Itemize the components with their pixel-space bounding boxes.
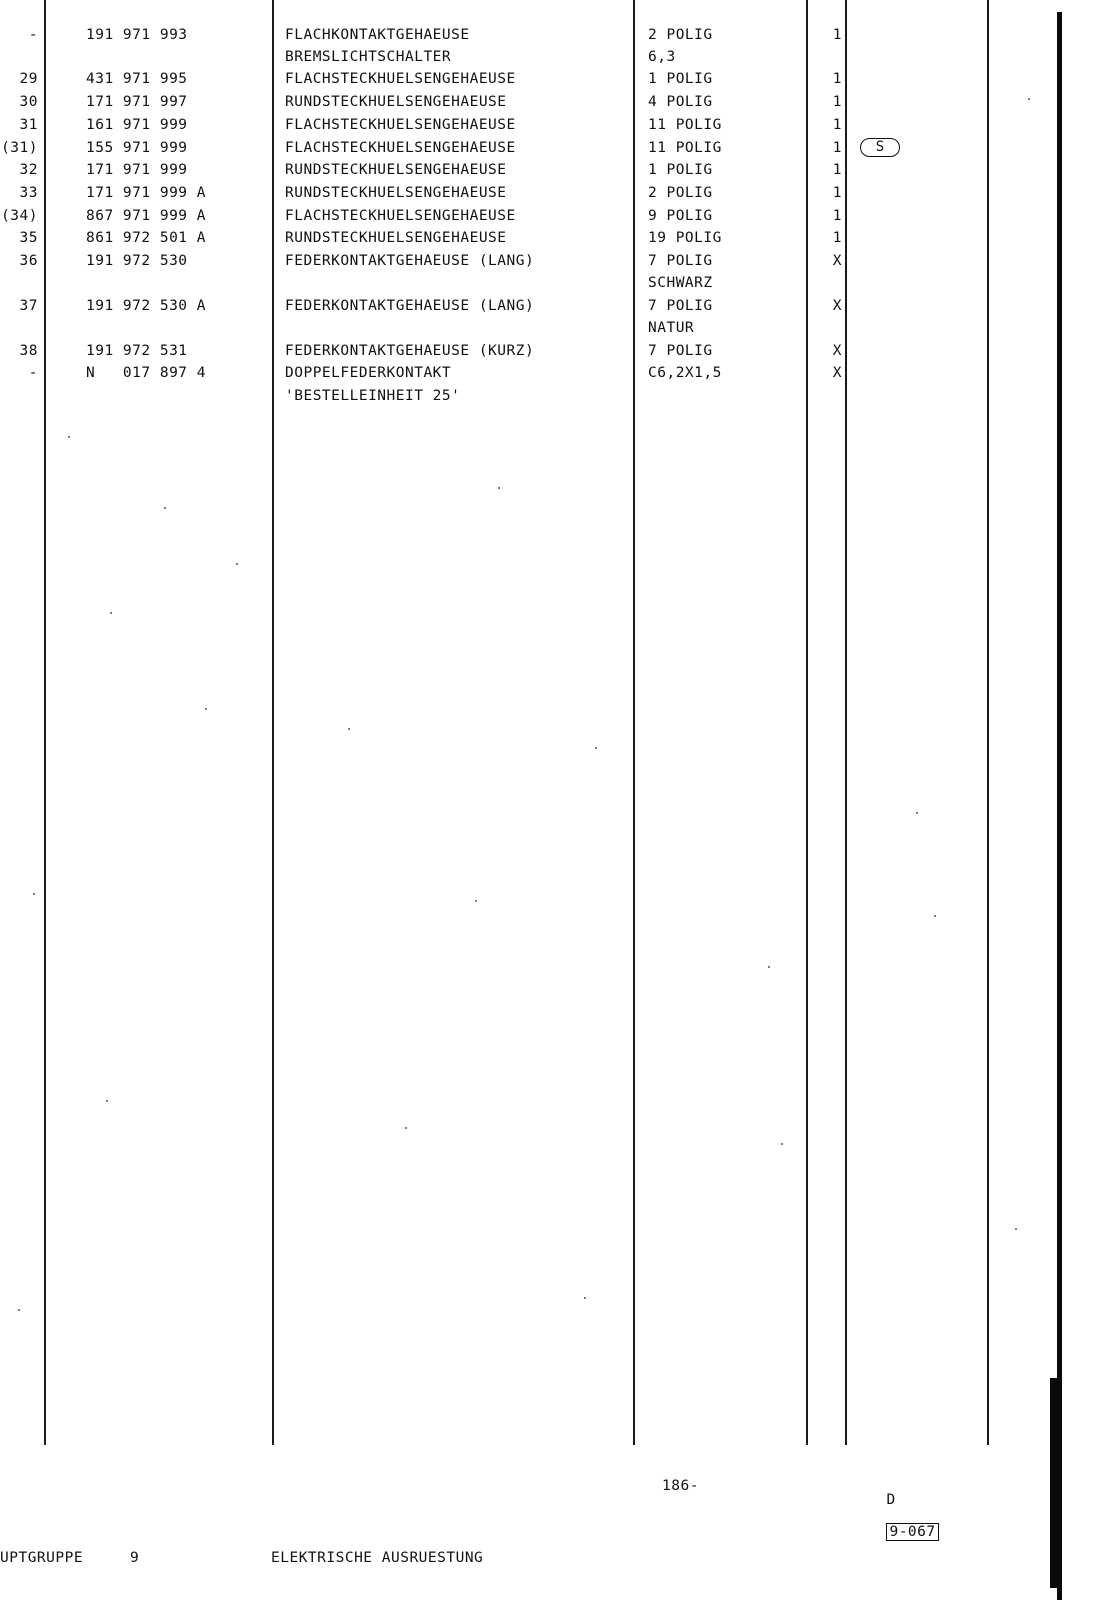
position-number: 32 bbox=[19, 162, 38, 178]
speck bbox=[110, 612, 112, 614]
part-number: 171 971 999 bbox=[86, 162, 188, 178]
quantity: 1 bbox=[832, 230, 842, 246]
speck bbox=[916, 812, 918, 814]
speck bbox=[781, 1143, 783, 1145]
column-rule bbox=[272, 0, 274, 1445]
speck bbox=[205, 708, 207, 710]
part-remark: NATUR bbox=[648, 320, 695, 336]
part-remark: 6,3 bbox=[648, 49, 676, 65]
speck bbox=[405, 1127, 407, 1129]
part-remark: 11 POLIG bbox=[648, 117, 722, 133]
part-remark: 7 POLIG bbox=[648, 343, 713, 359]
position-number: 29 bbox=[19, 71, 38, 87]
speck bbox=[348, 728, 350, 730]
column-rule bbox=[845, 0, 847, 1445]
part-remark: 7 POLIG bbox=[648, 253, 713, 269]
part-remark: C6,2X1,5 bbox=[648, 365, 722, 381]
speck bbox=[33, 893, 35, 895]
quantity: 1 bbox=[832, 71, 842, 87]
table-row bbox=[0, 362, 842, 385]
part-description: FEDERKONTAKTGEHAEUSE (LANG) bbox=[285, 253, 535, 269]
position-number: 31 bbox=[19, 117, 38, 133]
part-description: RUNDSTECKHUELSENGEHAEUSE bbox=[285, 185, 507, 201]
position-number: 35 bbox=[19, 230, 38, 246]
table-row bbox=[0, 182, 842, 205]
part-number: 171 971 999 A bbox=[86, 185, 206, 201]
quantity: 1 bbox=[832, 140, 842, 156]
part-description: RUNDSTECKHUELSENGEHAEUSE bbox=[285, 230, 507, 246]
quantity: X bbox=[832, 298, 842, 314]
part-remark: 1 POLIG bbox=[648, 71, 713, 87]
speck bbox=[1028, 98, 1030, 100]
speck bbox=[498, 487, 500, 489]
speck bbox=[18, 1309, 20, 1311]
part-remark: 11 POLIG bbox=[648, 140, 722, 156]
position-number: 33 bbox=[19, 185, 38, 201]
part-description: FLACHSTECKHUELSENGEHAEUSE bbox=[285, 117, 516, 133]
quantity: 1 bbox=[832, 185, 842, 201]
page-number: 186- bbox=[662, 1478, 699, 1494]
group-number: 9 bbox=[130, 1550, 140, 1566]
part-number: 191 972 530 A bbox=[86, 298, 206, 314]
table-row bbox=[0, 340, 842, 363]
part-description: RUNDSTECKHUELSENGEHAEUSE bbox=[285, 162, 507, 178]
part-description: FLACHSTECKHUELSENGEHAEUSE bbox=[285, 71, 516, 87]
part-remark: 2 POLIG bbox=[648, 185, 713, 201]
table-row bbox=[0, 46, 676, 69]
part-number: 191 972 531 bbox=[86, 343, 188, 359]
part-remark: 1 POLIG bbox=[648, 162, 713, 178]
page-code-prefix: D bbox=[886, 1492, 896, 1508]
quantity: X bbox=[832, 365, 842, 381]
speck bbox=[595, 747, 597, 749]
table-row bbox=[0, 114, 842, 137]
table-row bbox=[0, 159, 842, 182]
table-row bbox=[0, 24, 842, 47]
part-number: 867 971 999 A bbox=[86, 208, 206, 224]
part-description: RUNDSTECKHUELSENGEHAEUSE bbox=[285, 94, 507, 110]
group-title: ELEKTRISCHE AUSRUESTUNG bbox=[271, 1550, 484, 1566]
position-number: 38 bbox=[19, 343, 38, 359]
quantity: X bbox=[832, 253, 842, 269]
page-edge bbox=[1057, 12, 1062, 1600]
page-code-box: 9-067 bbox=[886, 1523, 938, 1541]
speck bbox=[768, 966, 770, 968]
page-code bbox=[868, 1476, 939, 1540]
part-description: DOPPELFEDERKONTAKT bbox=[285, 365, 452, 381]
part-description: FLACHSTECKHUELSENGEHAEUSE bbox=[285, 140, 516, 156]
part-number: 171 971 997 bbox=[86, 94, 188, 110]
group-label: UPTGRUPPE bbox=[0, 1550, 84, 1566]
part-remark: SCHWARZ bbox=[648, 275, 713, 291]
speck bbox=[1015, 1228, 1017, 1230]
table-row bbox=[0, 68, 842, 91]
table-row bbox=[0, 227, 842, 250]
part-number: N 017 897 4 bbox=[86, 365, 206, 381]
speck bbox=[475, 900, 477, 902]
part-number: 155 971 999 bbox=[86, 140, 188, 156]
part-remark: 7 POLIG bbox=[648, 298, 713, 314]
part-description: FLACHSTECKHUELSENGEHAEUSE bbox=[285, 208, 516, 224]
part-description: FLACHKONTAKTGEHAEUSE bbox=[285, 27, 470, 43]
speck bbox=[236, 563, 238, 565]
speck bbox=[164, 507, 166, 509]
quantity: 1 bbox=[832, 208, 842, 224]
quantity: 1 bbox=[832, 27, 842, 43]
table-row bbox=[0, 205, 842, 228]
part-description: BREMSLICHTSCHALTER bbox=[285, 49, 452, 65]
quantity: 1 bbox=[832, 162, 842, 178]
speck bbox=[934, 915, 936, 917]
position-number: (31) bbox=[1, 140, 38, 156]
table-row bbox=[0, 272, 713, 295]
part-description: FEDERKONTAKTGEHAEUSE (LANG) bbox=[285, 298, 535, 314]
quantity: 1 bbox=[832, 94, 842, 110]
table-row bbox=[0, 250, 842, 273]
quantity: X bbox=[832, 343, 842, 359]
position-number: 37 bbox=[19, 298, 38, 314]
column-rule bbox=[987, 0, 989, 1445]
table-row bbox=[0, 91, 842, 114]
part-remark: 2 POLIG bbox=[648, 27, 713, 43]
position-number: 36 bbox=[19, 253, 38, 269]
position-number: - bbox=[28, 365, 38, 381]
part-number: 861 972 501 A bbox=[86, 230, 206, 246]
table-row bbox=[0, 385, 461, 408]
part-number: 431 971 995 bbox=[86, 71, 188, 87]
part-description: FEDERKONTAKTGEHAEUSE (KURZ) bbox=[285, 343, 535, 359]
table-row bbox=[0, 317, 695, 340]
table-row bbox=[0, 295, 842, 318]
part-remark: 4 POLIG bbox=[648, 94, 713, 110]
table-row bbox=[0, 137, 842, 160]
part-remark: 19 POLIG bbox=[648, 230, 722, 246]
position-number: (34) bbox=[1, 208, 38, 224]
position-number: 30 bbox=[19, 94, 38, 110]
part-number: 161 971 999 bbox=[86, 117, 188, 133]
speck bbox=[584, 1297, 586, 1299]
column-rule bbox=[44, 0, 46, 1445]
part-remark: 9 POLIG bbox=[648, 208, 713, 224]
page-edge bbox=[1050, 1378, 1058, 1588]
circled-marker: S bbox=[860, 138, 900, 157]
quantity: 1 bbox=[832, 117, 842, 133]
position-number: - bbox=[28, 27, 38, 43]
part-number: 191 972 530 bbox=[86, 253, 188, 269]
speck bbox=[68, 436, 70, 438]
part-number: 191 971 993 bbox=[86, 27, 188, 43]
part-description: 'BESTELLEINHEIT 25' bbox=[285, 388, 461, 404]
speck bbox=[106, 1100, 108, 1102]
